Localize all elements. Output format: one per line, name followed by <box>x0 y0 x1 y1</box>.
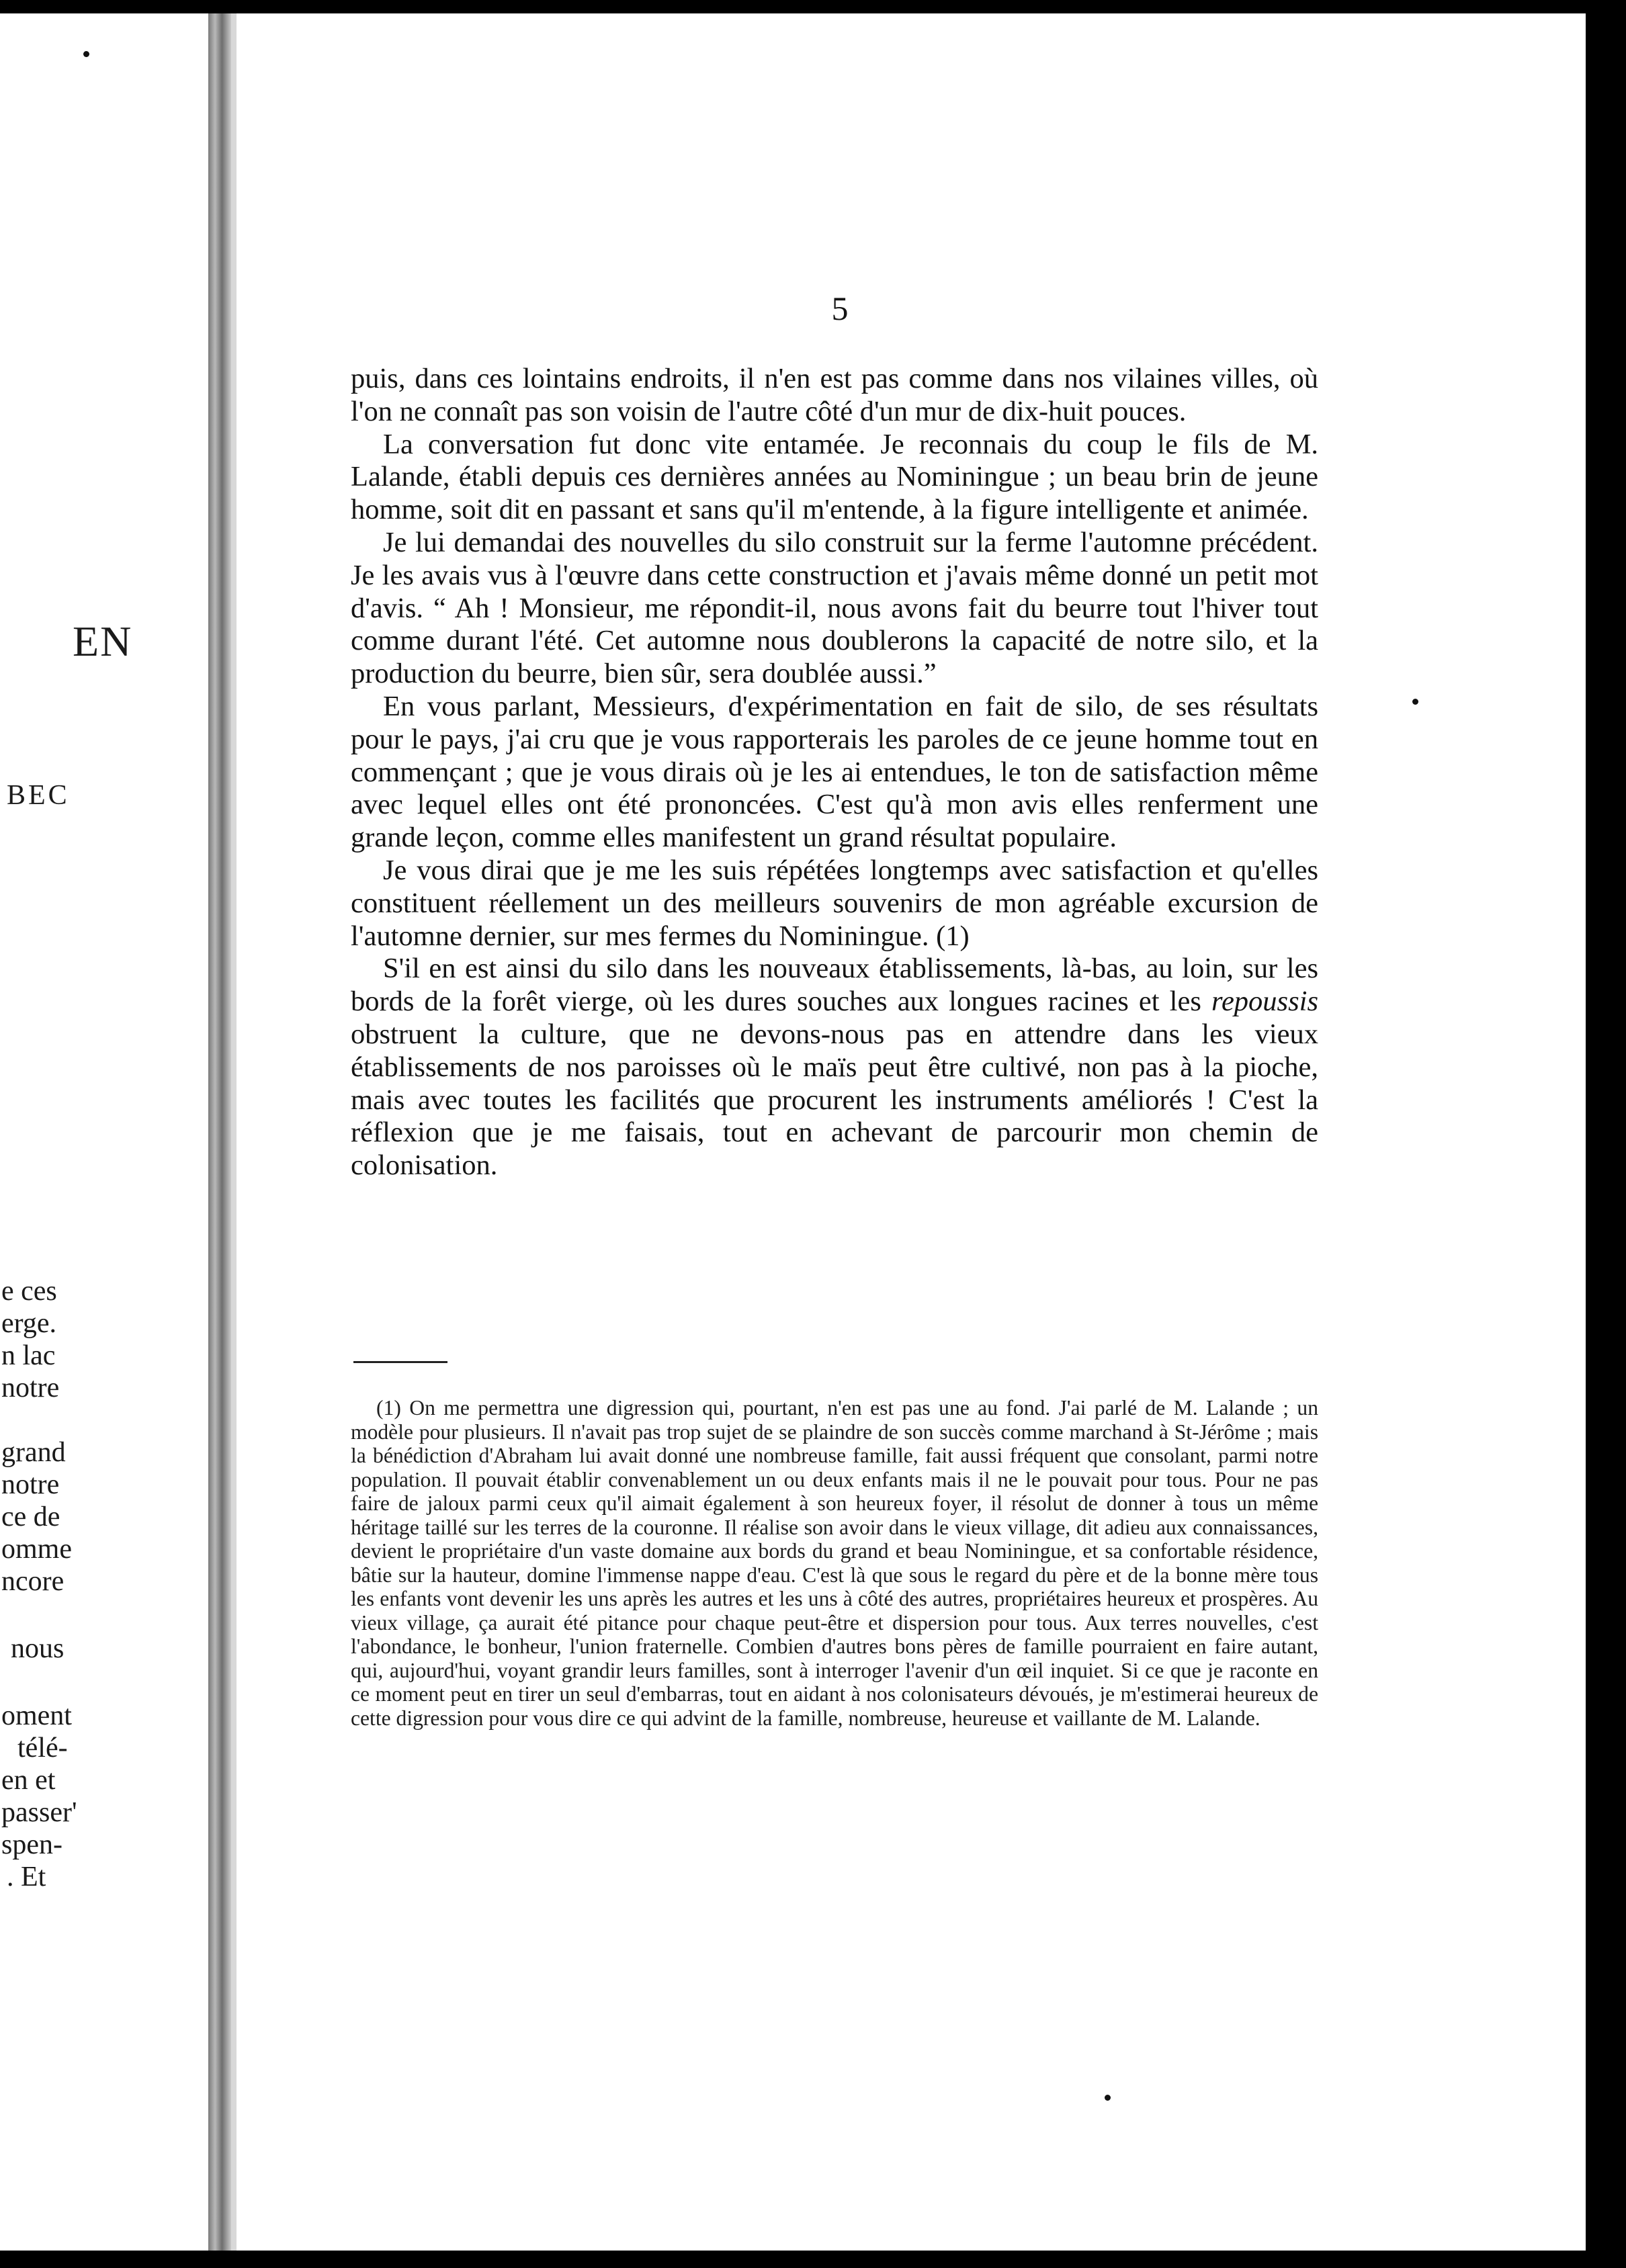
left-fragment-line: omme <box>1 1534 72 1565</box>
page-number: 5 <box>831 290 849 327</box>
left-fragment-line: ncore <box>1 1566 65 1597</box>
left-fragment-line: télé- <box>17 1733 68 1763</box>
scan-speck <box>83 51 89 57</box>
paragraph: puis, dans ces lointains endroits, il n'en est pas comme dans nos vilaines villes, où l'on ne connaît pas son voisin de l'autre côté d'un mur de dix-huit pouces. <box>351 363 1318 427</box>
text-run: obstruent la culture, que ne devons-nous pas en attendre dans les vieux établissements de nos paroisses où le maïs peut être cultivé, non pas à la pioche, mais avec toutes les facilités que procurent les instruments améliorés ! C'est la réflexion que je me faisais, tout en achevant de parcourir mon chemin de colonisation. <box>351 1018 1318 1182</box>
page-edge <box>231 13 237 2251</box>
facing-page-fragment <box>0 0 202 2268</box>
left-fragment-line: ce de <box>1 1501 60 1532</box>
scan-border-bottom <box>0 2251 1626 2268</box>
left-fragment-line: BEC <box>7 780 70 811</box>
scan-speck <box>1412 699 1418 705</box>
left-fragment-line: oment <box>1 1700 72 1731</box>
left-fragment-line: passer' <box>1 1797 77 1828</box>
footnote-separator <box>353 1361 447 1363</box>
book-spine-shadow <box>208 13 231 2251</box>
left-fragment-line: en et <box>1 1765 56 1796</box>
left-fragment-line: EN <box>73 617 133 665</box>
paragraph: Je vous dirai que je me les suis répétées longtemps avec satisfaction et qu'elles constituent réellement un des meilleurs souvenirs de mon agréable excursion de l'automne dernier, sur mes fermes du Nominingue. (1) <box>351 854 1318 952</box>
left-fragment-line: . Et <box>7 1862 46 1892</box>
left-fragment-line: n lac <box>1 1340 56 1371</box>
left-fragment-line: notre <box>1 1372 60 1403</box>
text-run: S'il en est ainsi du silo dans les nouveaux établissements, là-bas, au loin, sur les bords de la forêt vierge, où les dures souches aux longues racines et les <box>351 953 1318 1018</box>
left-fragment-line: grand <box>1 1437 66 1468</box>
italic-term: repoussis <box>1211 986 1318 1018</box>
paragraph: En vous parlant, Messieurs, d'expérimentation en fait de silo, de ses résultats pour le pays, j'ai cru que je vous rapporterais les paroles de ce jeune homme tout en commençant ; que je vous dirais où je les ai entendues, le ton de satisfaction même avec lequel elles ont été prononcées. C'est qu'à mon avis elles renferment une grande leçon, comme elles manifestent un grand résultat populaire. <box>351 690 1318 854</box>
left-fragment-line: e ces <box>1 1276 57 1307</box>
scan-speck <box>1105 2095 1111 2101</box>
paragraph: Je lui demandai des nouvelles du silo construit sur la ferme l'automne précédent. Je les avais vus à l'œuvre dans cette construction et j'avais même donné un petit mot d'avis. “ Ah ! Monsieur, me répondit-il, nous avons fait du beurre tout l'hiver tout comme durant l'été. Cet automne nous doublerons la capacité de notre silo, et la production du beurre, bien sûr, sera doublée aussi.” <box>351 526 1318 690</box>
footnote: (1) On me permettra une digression qui, pourtant, n'en est pas une au fond. J'ai parlé de M. Lalande ; un modèle pour plusieurs. Il n'avait pas trop sujet de se plaindre de son succès comme marchand à St-Jérôme ; mais la bénédiction d'Abraham lui avait donné une nombreuse famille, fait aussi fréquent que consolant, parmi notre population. Il pouvait établir convenablement un ou deux enfants mais il ne le pouvait pour tous. Pour ne pas faire de jaloux parmi ceux qu'il aimait également à son heureux foyer, il résolut de donner à tous un même héritage taillé sur les terres de la couronne. Il réalise son avoir dans le vieux village, dit adieu aux connaissances, devient le propriétaire d'un vaste domaine aux bords du grand et beau Nominingue, et sa confortable résidence, bâtie sur la hauteur, domine l'immense nappe d'eau. C'est là que sous le regard du père et de la bonne mère tous les enfants vont devenir les uns après les autres et les uns à côté des autres, propriétaires heureux et prospères. Au vieux village, ça aurait été pitance pour chaque peut-être et dispersion pour tous. Aux terres nouvelles, c'est l'abondance, le bonheur, l'union fraternelle. Combien d'autres bons pères de famille pourraient en faire autant, qui, aujourd'hui, voyant grandir leurs familles, sont à interroger l'avenir d'un œil inquiet. Si ce que je raconte en ce moment peut en tirer un seul d'embarras, tout en aidant à nos colonisateurs dévoués, je m'estimerai heureux de cette digression pour vous dire ce qui advint de la famille, nombreuse, heureuse et vaillante de M. Lalande. <box>351 1396 1318 1730</box>
left-fragment-line: notre <box>1 1469 60 1500</box>
paragraph: La conversation fut donc vite entamée. Je reconnais du coup le fils de M. Lalande, établi depuis ces dernières années au Nominingue ; un beau brin de jeune homme, soit dit en passant et sans qu'il m'entende, à la figure intelligente et animée. <box>351 428 1318 526</box>
main-text-body <box>351 363 1318 1182</box>
scan-border-top <box>0 0 1626 13</box>
scan-border-right <box>1586 0 1626 2268</box>
left-fragment-line: spen- <box>1 1829 62 1860</box>
left-fragment-line: erge. <box>1 1308 57 1339</box>
left-fragment-line: nous <box>11 1633 65 1664</box>
paragraph-last <box>351 953 1318 1182</box>
